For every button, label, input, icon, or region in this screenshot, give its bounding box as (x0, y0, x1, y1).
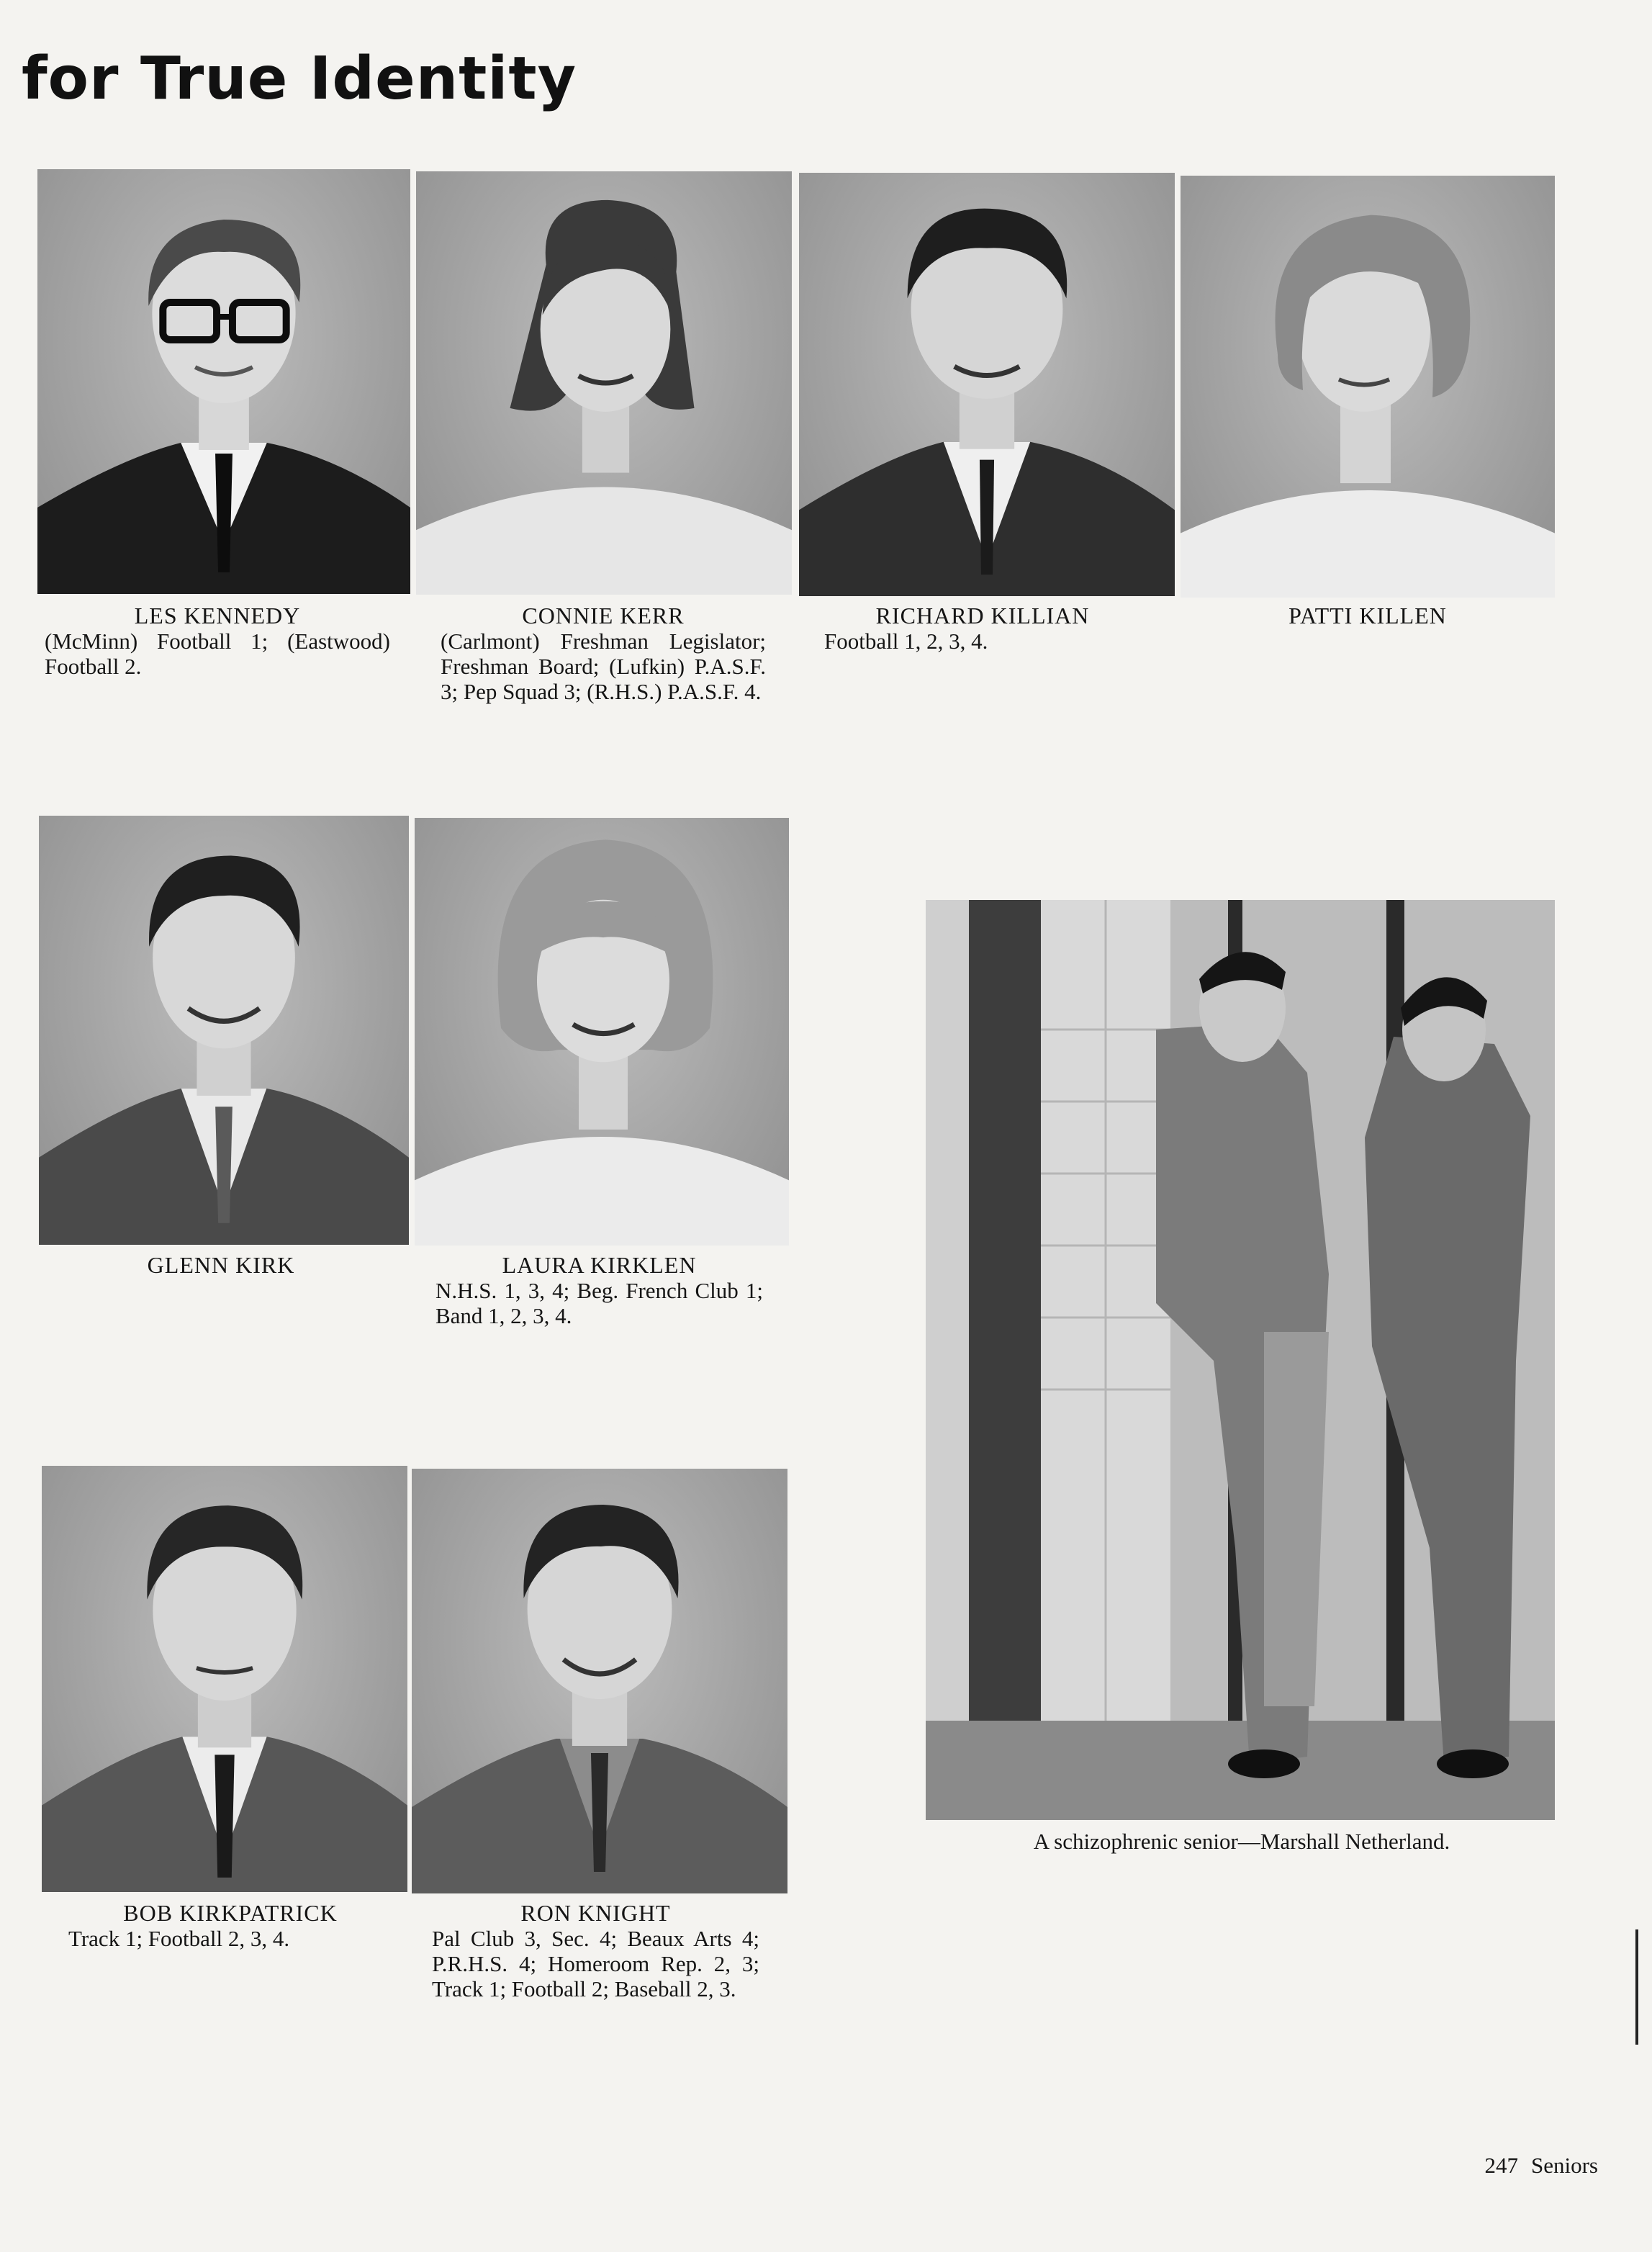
caption-bob-kirkpatrick (68, 1901, 392, 1951)
caption-laura-kirklen (435, 1253, 763, 1328)
portrait-ron-knight (412, 1469, 787, 1893)
senior-activities: (Carlmont) Freshman Legislator; Freshman Board; (Lufkin) P.A.S.F. 3; Pep Squad 3; (R.H.S.) P.A.S.F. 4. (441, 629, 766, 704)
senior-name: BOB KIRKPATRICK (123, 1900, 338, 1926)
portrait-glenn-kirk (39, 816, 409, 1245)
senior-name: LES KENNEDY (134, 603, 301, 629)
page-title: for True Identity (22, 45, 577, 113)
senior-activities: N.H.S. 1, 3, 4; Beg. French Club 1; Band 1, 2, 3, 4. (435, 1278, 763, 1328)
senior-name: GLENN KIRK (147, 1252, 295, 1278)
caption-ron-knight (432, 1901, 759, 2001)
senior-activities: (McMinn) Football 1; (Eastwood) Football 2. (45, 629, 390, 679)
page-edge-mark (1635, 1929, 1638, 2045)
senior-name: CONNIE KERR (522, 603, 685, 629)
portrait-patti-killen (1181, 176, 1555, 598)
senior-activities: Pal Club 3, Sec. 4; Beaux Arts 4; P.R.H.S. 4; Homeroom Rep. 2, 3; Track 1; Football 2; Baseball 2, 3. (432, 1926, 759, 2001)
caption-glenn-kirk (45, 1253, 397, 1278)
portrait-connie-kerr (416, 171, 792, 595)
caption-les-kennedy (45, 603, 390, 679)
page-folio (1472, 2153, 1599, 2179)
caption-richard-killian (824, 603, 1141, 654)
page-number: 247 (1484, 2153, 1518, 2178)
portrait-richard-killian (799, 173, 1175, 596)
caption-patti-killen (1195, 603, 1540, 629)
portrait-laura-kirklen (415, 818, 789, 1246)
portrait-bob-kirkpatrick (42, 1466, 407, 1892)
senior-name: RON KNIGHT (520, 1900, 671, 1926)
senior-activities: Football 1, 2, 3, 4. (824, 629, 988, 654)
senior-activities: Track 1; Football 2, 3, 4. (68, 1926, 290, 1951)
candid-caption: A schizophrenic senior—Marshall Netherland. (1033, 1829, 1450, 1854)
section-name: Seniors (1531, 2153, 1598, 2178)
caption-connie-kerr (441, 603, 766, 704)
candid-photo (926, 900, 1555, 1820)
portrait-les-kennedy (37, 169, 410, 594)
senior-name: LAURA KIRKLEN (502, 1252, 697, 1278)
senior-name: PATTI KILLEN (1288, 603, 1447, 629)
senior-name: RICHARD KILLIAN (875, 603, 1090, 629)
